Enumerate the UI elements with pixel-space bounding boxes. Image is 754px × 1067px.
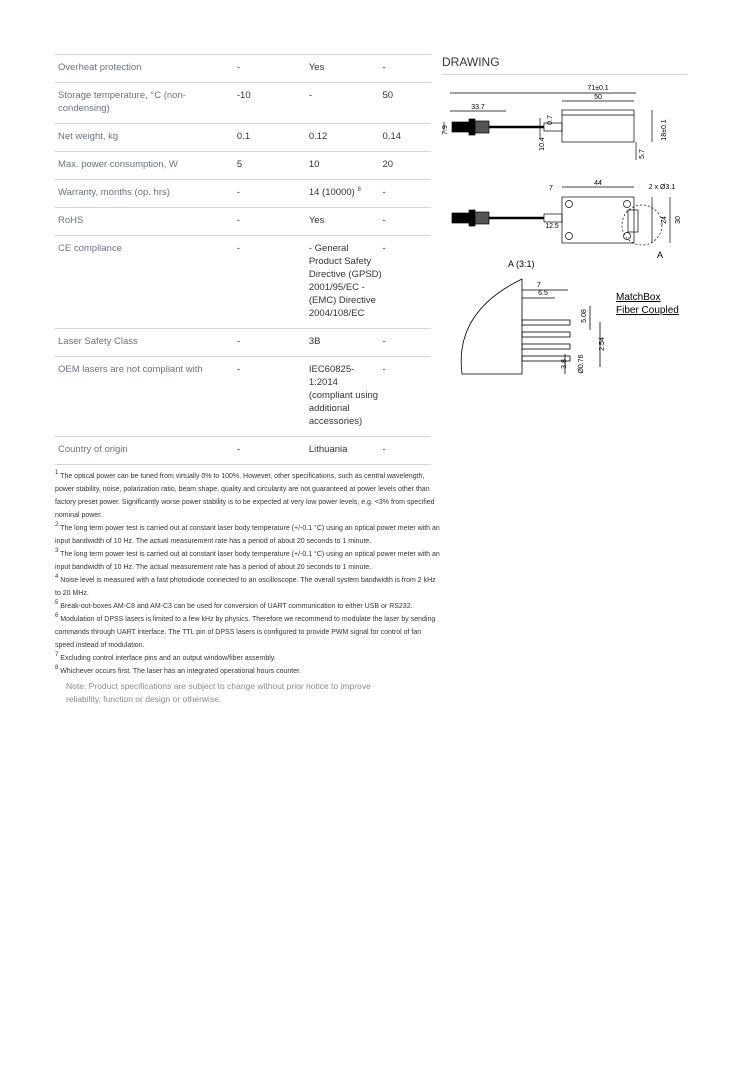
table-row bbox=[55, 124, 431, 152]
detail-marker-a: A bbox=[656, 250, 664, 260]
table-row bbox=[55, 208, 431, 236]
max-value: - bbox=[383, 329, 431, 357]
typ-value: 3B bbox=[309, 329, 383, 357]
footnote-number: 8 bbox=[55, 665, 59, 671]
footnote-text: The long term power test is carried out at constant laser body temperature (+/-0.1 °C) using an optical power meter with an input bandwidth of 10 Hz. The actual measurement rate has a period of about 20 seconds to 1 minute. bbox=[55, 525, 440, 545]
drawing-divider bbox=[442, 74, 687, 75]
dim-10-4: 10.4 bbox=[539, 137, 546, 151]
footnote-text: Break-out-boxes AM-C8 and AM-C3 can be used for conversion of UART communication to either USB or RS232. bbox=[60, 603, 413, 610]
row-label: OEM lasers are not compliant with bbox=[55, 357, 237, 437]
footnote-text: The long term power test is carried out at constant laser body temperature (+/-0.1 °C) using an optical power meter with an input bandwidth of 10 Hz. The actual measurement rate has a period of about 20 seconds to 1 minute. bbox=[55, 551, 440, 571]
detail-title: A (3:1) bbox=[508, 259, 535, 269]
product-name-line2: Fiber Coupled bbox=[616, 305, 679, 316]
dim-5-7: 5.7 bbox=[639, 149, 646, 159]
typ-value: - bbox=[309, 83, 383, 124]
footnote-number: 7 bbox=[55, 652, 59, 658]
technical-drawing bbox=[440, 82, 690, 382]
max-value: - bbox=[383, 357, 431, 437]
footnote-text: The optical power can be tuned from virtually 0% to 100%. However, other specifications, such as central wavelength, power stability, noise, polarization ratio, beam shape, quality and circularity are not guaranteed at power levels other than factory preset power. Significantly worse power stability is to be expected at very low power levels, e.g. <3% from specified nominal power. bbox=[55, 473, 435, 519]
dim-18: 18±0.1 bbox=[661, 119, 668, 141]
min-value: - bbox=[237, 236, 309, 329]
dim-7-top: 7 bbox=[549, 185, 553, 192]
footnote-number: 3 bbox=[55, 548, 59, 554]
dim-7-detail: 7 bbox=[537, 282, 541, 289]
dim-12-5: 12.5 bbox=[545, 223, 559, 230]
table-row bbox=[55, 55, 431, 83]
footnote bbox=[55, 600, 440, 613]
max-value: - bbox=[383, 180, 431, 208]
dim-24: 24 bbox=[661, 216, 668, 224]
footnote bbox=[55, 574, 440, 600]
min-value: - bbox=[237, 55, 309, 83]
min-value: - bbox=[237, 357, 309, 437]
disclaimer-note: Note: Product specifications are subject to change without prior notice to improve reliability, function or design or otherwise. bbox=[66, 681, 371, 704]
dim-holes: 2 x Ø3.1 bbox=[648, 184, 676, 191]
row-label: Laser Safety Class bbox=[55, 329, 237, 357]
table-row bbox=[55, 236, 431, 329]
dim-44: 44 bbox=[594, 180, 602, 187]
row-label: CE compliance bbox=[55, 236, 237, 329]
footnote-number: 4 bbox=[55, 574, 59, 580]
table-row bbox=[55, 180, 431, 208]
dim-33-7: 33.7 bbox=[471, 104, 485, 111]
min-value: - bbox=[237, 329, 309, 357]
footnote bbox=[55, 470, 440, 522]
typ-value bbox=[309, 180, 383, 208]
max-value: - bbox=[383, 236, 431, 329]
specifications-table bbox=[55, 54, 431, 465]
min-value: - bbox=[237, 208, 309, 236]
min-value: 0.1 bbox=[237, 124, 309, 152]
table-row bbox=[55, 357, 431, 437]
footnote bbox=[55, 665, 440, 678]
row-label: Max. power consumption, W bbox=[55, 152, 237, 180]
dim-0-76: Ø0.76 bbox=[578, 354, 585, 374]
footnote-text: Noise level is measured with a fast photodiode connected to an oscilloscope. The overall system bandwidth is from 2 kHz to 20 MHz. bbox=[55, 577, 436, 597]
typ-text: 14 (10000) bbox=[308, 187, 355, 198]
row-label: Storage temperature, °C (non-condensing) bbox=[55, 83, 237, 124]
footnotes bbox=[55, 470, 440, 678]
max-value: 20 bbox=[383, 152, 431, 180]
footnote-number: 6 bbox=[55, 613, 59, 619]
dim-71: 71±0.1 bbox=[587, 85, 609, 92]
table-row bbox=[55, 83, 431, 124]
dim-2-54: 2.54 bbox=[599, 337, 606, 351]
footnote bbox=[55, 613, 440, 652]
drawing-heading: DRAWING bbox=[442, 55, 500, 69]
row-label: Net weight, kg bbox=[55, 124, 237, 152]
footnote-text: Whichever occurs first. The laser has an integrated operational hours counter. bbox=[60, 668, 302, 675]
min-value: -10 bbox=[237, 83, 309, 124]
dim-50: 50 bbox=[594, 94, 602, 101]
footnote bbox=[55, 548, 440, 574]
max-value: 0.14 bbox=[383, 124, 431, 152]
dim-6-5: 6.5 bbox=[538, 290, 548, 297]
row-label: Warranty, months (op. hrs) bbox=[55, 180, 237, 208]
typ-value: IEC60825-1:2014 (compliant using additional accessories) bbox=[309, 357, 383, 437]
typ-value: Lithuania bbox=[309, 437, 383, 465]
product-name-line1: MatchBox bbox=[616, 292, 661, 303]
footnote-number: 1 bbox=[55, 470, 59, 476]
footnote-ref: 8 bbox=[357, 187, 361, 193]
dim-7-9: 7.9 bbox=[442, 125, 449, 135]
typ-value: 0.12 bbox=[309, 124, 383, 152]
max-value: - bbox=[383, 55, 431, 83]
row-label: Overheat protection bbox=[55, 55, 237, 83]
dim-3-8: 3.8 bbox=[561, 359, 568, 369]
dim-0-7: 0.7 bbox=[547, 115, 554, 125]
min-value: - bbox=[237, 180, 309, 208]
dim-5-08: 5.08 bbox=[581, 309, 588, 323]
footnote bbox=[55, 522, 440, 548]
table-row bbox=[55, 437, 431, 465]
dim-30: 30 bbox=[675, 216, 682, 224]
footnote-text: Modulation of DPSS lasers is limited to a few kHz by physics. Therefore we recommend to modulate the laser by sending commands through UART interface. The TTL pin of DPSS lasers is configured to provide PWM signal for control of fan speed instead of modulation. bbox=[55, 616, 436, 649]
typ-value: Yes bbox=[309, 208, 383, 236]
row-label: Country of origin bbox=[55, 437, 237, 465]
typ-value: - General Product Safety Directive (GPSD) 2001/95/EC - (EMC) Directive 2004/108/EC bbox=[309, 236, 383, 329]
typ-value: 10 bbox=[309, 152, 383, 180]
max-value: - bbox=[383, 208, 431, 236]
min-value: 5 bbox=[237, 152, 309, 180]
footnote-text: Excluding control interface pins and an output window/fiber assembly. bbox=[60, 655, 276, 662]
max-value: 50 bbox=[383, 83, 431, 124]
footnote bbox=[55, 652, 440, 665]
typ-value: Yes bbox=[309, 55, 383, 83]
footnote-number: 5 bbox=[55, 600, 59, 606]
row-label: RoHS bbox=[55, 208, 237, 236]
top-view bbox=[452, 187, 670, 245]
footnote-number: 2 bbox=[55, 522, 59, 528]
table-row bbox=[55, 152, 431, 180]
table-row bbox=[55, 329, 431, 357]
min-value: - bbox=[237, 437, 309, 465]
max-value: - bbox=[383, 437, 431, 465]
